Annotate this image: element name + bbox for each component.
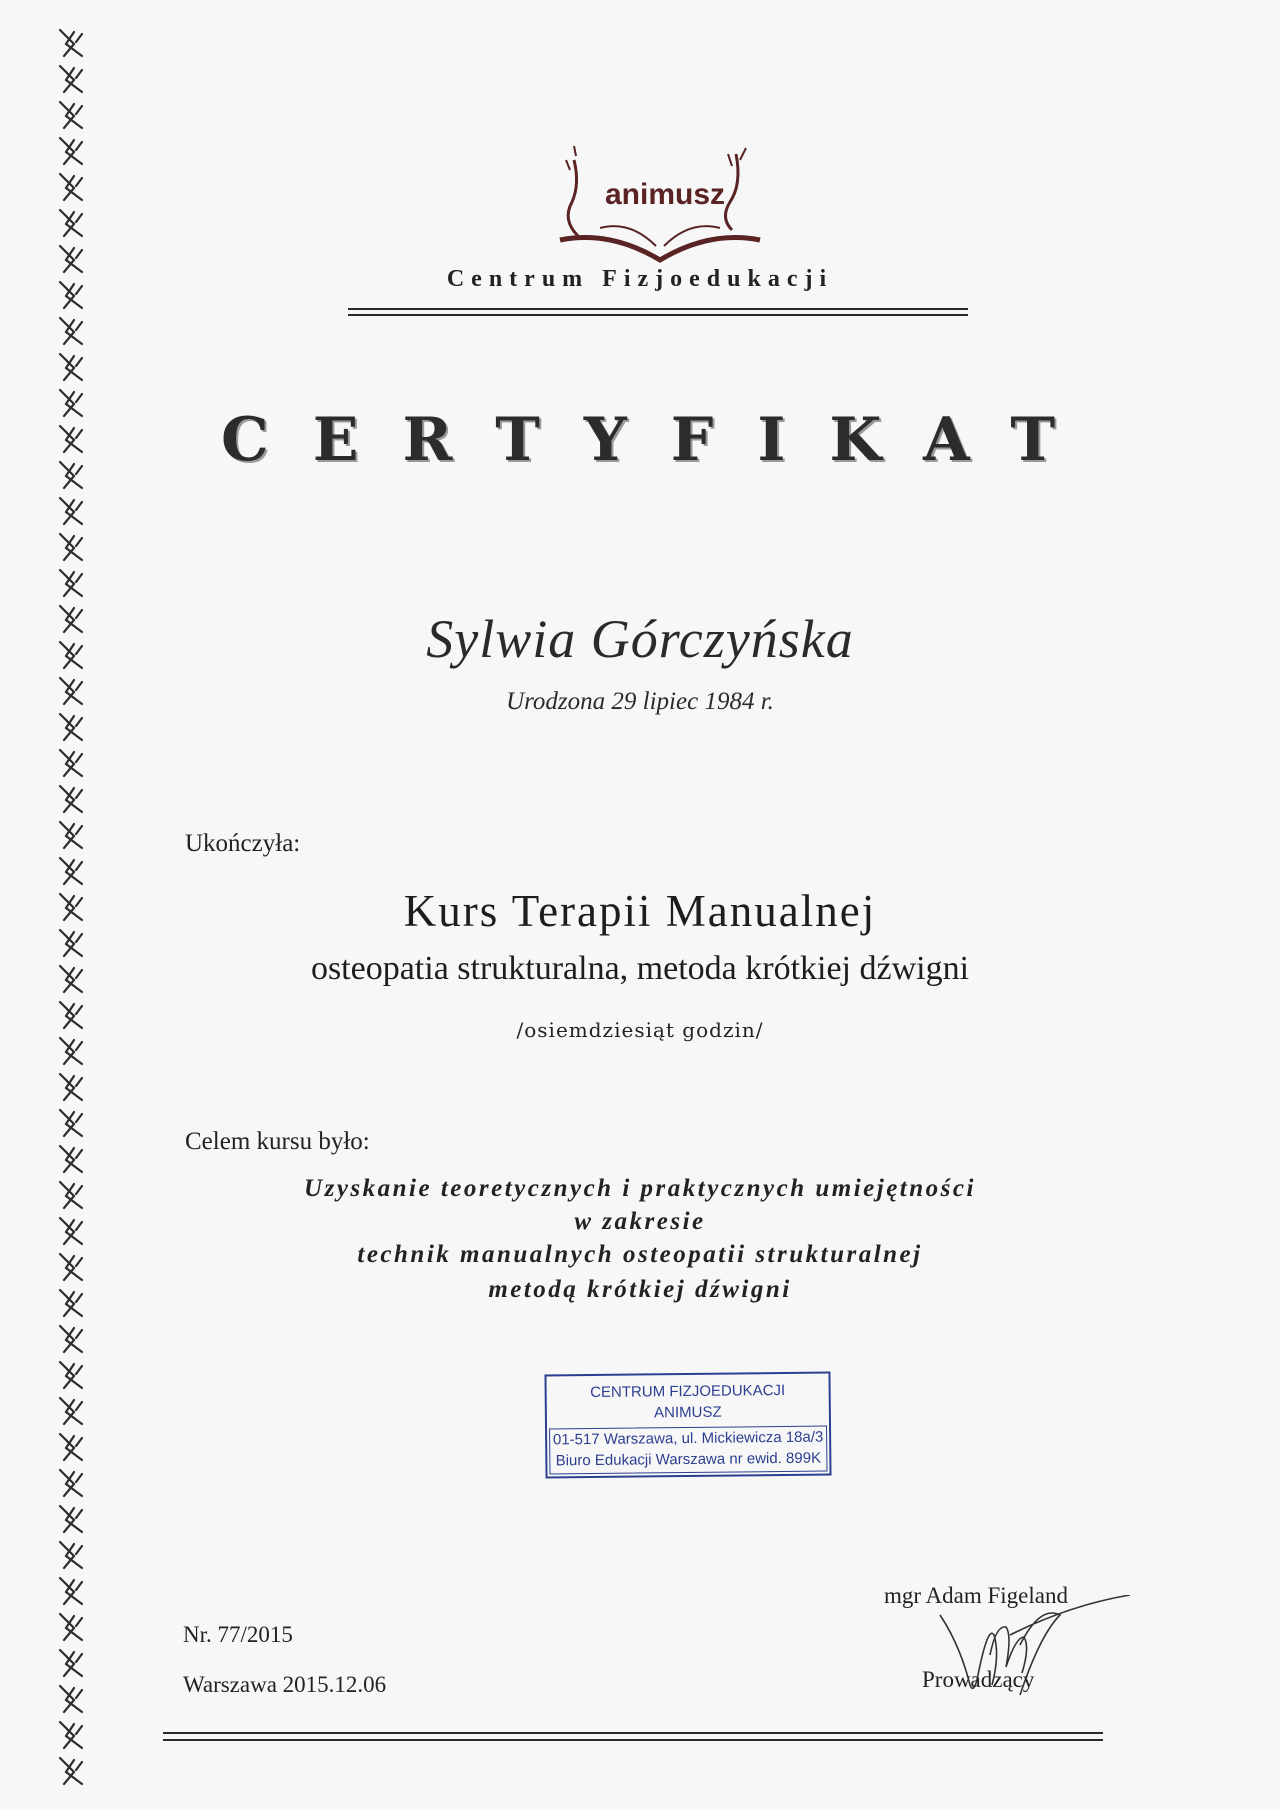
birth-date-line: Urodzona 29 lipiec 1984 r.: [506, 688, 774, 715]
signer-name: mgr Adam Figeland: [884, 1583, 1068, 1608]
stamp-line: Biuro Edukacji Warszawa nr ewid. 899K: [555, 1449, 822, 1470]
completed-label: Ukończyła:: [185, 830, 301, 857]
course-title: Kurs Terapii Manualnej: [403, 886, 877, 936]
header-rule-bottom: [348, 314, 968, 316]
stamp-line: ANIMUSZ: [654, 1403, 722, 1422]
stamp-line: 01-517 Warszawa, ul. Mickiewicza 18a/3: [552, 1428, 824, 1449]
footer-rule-bottom: [163, 1739, 1103, 1741]
goal-line: technik manualnych osteopatii strukturalnej: [357, 1241, 923, 1268]
certificate-number: Nr. 77/2015: [183, 1622, 293, 1647]
organization-subtitle: Centrum Fizjoedukacji: [446, 266, 834, 292]
goal-line: Uzyskanie teoretycznych i praktycznych umiejętności: [304, 1175, 976, 1202]
goal-line: w zakresie: [574, 1208, 706, 1235]
stamp-line: CENTRUM FIZJOEDUKACJI: [590, 1381, 786, 1402]
animusz-logo: [530, 140, 790, 270]
handwritten-signature: [920, 1595, 1130, 1705]
footer-rule-top: [163, 1732, 1103, 1734]
stamp-address-box: [549, 1426, 827, 1475]
course-subtitle: osteopatia strukturalna, metoda krótkiej dźwigni: [310, 950, 970, 987]
organization-stamp: [544, 1372, 831, 1479]
header-rule-top: [348, 308, 968, 310]
goal-label: Celem kursu było:: [185, 1128, 370, 1155]
place-and-date: Warszawa 2015.12.06: [183, 1672, 387, 1697]
signer-role: Prowadzący: [922, 1667, 1035, 1692]
goal-line: metodą krótkiej dźwigni: [488, 1276, 792, 1303]
course-hours: /osiemdziesiąt godzin/: [516, 1018, 764, 1042]
recipient-name: Sylwia Górczyńska: [426, 609, 854, 669]
certificate-title: CERTYFIKAT: [220, 405, 1100, 475]
logo-wordmark: animusz: [604, 178, 726, 211]
